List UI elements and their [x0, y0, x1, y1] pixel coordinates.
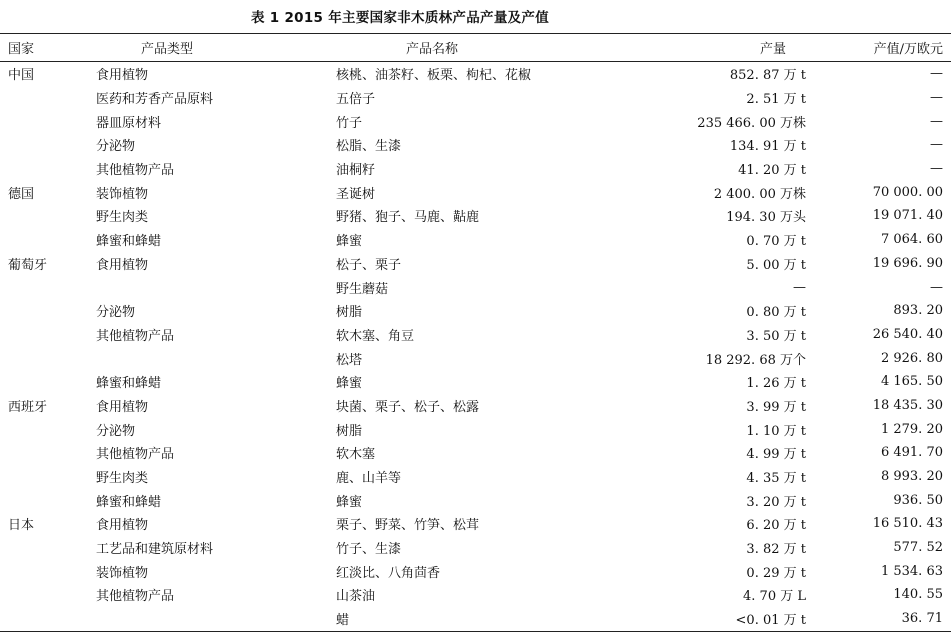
cell-value: —	[930, 161, 943, 177]
cell-product-name: 核桃、油茶籽、板栗、枸杞、花椒	[336, 68, 532, 84]
table-row	[0, 559, 951, 583]
cell-product-name: 松子、栗子	[336, 257, 402, 273]
table-row	[0, 607, 951, 631]
cell-product-type: 其他植物产品	[96, 328, 175, 344]
cell-country: 日本	[8, 518, 35, 534]
cell-value: 140. 55	[893, 587, 943, 603]
cell-value: —	[930, 137, 943, 153]
table-row	[0, 323, 951, 347]
table-row	[0, 536, 951, 560]
cell-product-name: 软木塞、角豆	[336, 328, 415, 344]
cell-country	[0, 86, 96, 110]
cell-product-type: 蜂蜜和蜂蜡	[96, 234, 162, 250]
table-row	[0, 346, 951, 370]
cell-value: 2 926. 80	[880, 350, 943, 366]
header-product-type: 产品类型	[96, 34, 336, 62]
cell-country	[0, 583, 96, 607]
table-row	[0, 465, 951, 489]
cell-product-type: 工艺品和建筑原材料	[96, 542, 214, 558]
cell-value: 26 540. 40	[872, 326, 943, 342]
table-row	[0, 583, 951, 607]
cell-product-name: 蜂蜜	[336, 494, 363, 510]
table-row	[0, 441, 951, 465]
cell-country	[0, 275, 96, 299]
cell-output: 4. 99 万 t	[746, 447, 806, 463]
cell-product-type: 其他植物产品	[96, 447, 175, 463]
cell-country	[0, 607, 96, 631]
cell-product-type: 装饰植物	[96, 186, 149, 202]
cell-product-type: 食用植物	[96, 68, 149, 84]
cell-value: —	[930, 113, 943, 129]
production-table	[0, 33, 951, 632]
cell-country: 葡萄牙	[8, 257, 48, 273]
table-caption: 表 1 2015 年主要国家非木质林产品产量及产值	[250, 10, 550, 26]
table-row	[0, 228, 951, 252]
cell-value: 18 435. 30	[872, 397, 943, 413]
table-row	[0, 204, 951, 228]
cell-product-type: 蜂蜜和蜂蜡	[96, 494, 162, 510]
cell-product-name: 树脂	[336, 305, 363, 321]
cell-product-name: 松脂、生漆	[336, 139, 402, 155]
cell-product-name: 竹子	[336, 115, 363, 131]
cell-country	[0, 323, 96, 347]
cell-country: 西班牙	[8, 399, 48, 415]
cell-product-type: 装饰植物	[96, 565, 149, 581]
cell-value: 19 071. 40	[872, 208, 943, 224]
table-row	[0, 488, 951, 512]
cell-product-type: 食用植物	[96, 518, 149, 534]
cell-country	[0, 417, 96, 441]
table-header-row	[0, 34, 951, 62]
cell-product-name: 栗子、野菜、竹笋、松茸	[336, 518, 480, 534]
cell-output: 2. 51 万 t	[746, 92, 806, 108]
cell-output: 3. 99 万 t	[746, 399, 806, 415]
cell-value: 70 000. 00	[872, 184, 943, 200]
cell-product-type: 食用植物	[96, 399, 149, 415]
cell-output: 0. 80 万 t	[746, 305, 806, 321]
cell-value: 6 491. 70	[880, 445, 943, 461]
cell-country	[0, 465, 96, 489]
header-value: 产值/万欧元	[806, 34, 951, 62]
cell-product-name: 山茶油	[336, 589, 376, 605]
cell-output: 1. 10 万 t	[746, 423, 806, 439]
cell-output: <0. 01 万 t	[658, 607, 806, 631]
cell-output: 0. 29 万 t	[746, 565, 806, 581]
cell-country	[0, 370, 96, 394]
cell-output: 2 400. 00 万株	[713, 186, 806, 202]
cell-product-type: 其他植物产品	[96, 589, 175, 605]
table-row	[0, 275, 951, 299]
cell-product-name: 蜂蜜	[336, 376, 363, 392]
cell-product-name: 油桐籽	[336, 163, 376, 179]
cell-product-name: 红淡比、八角茴香	[336, 565, 441, 581]
cell-output: 41. 20 万 t	[738, 163, 806, 179]
cell-output: 5. 00 万 t	[746, 257, 806, 273]
table-row	[0, 180, 951, 204]
cell-country	[0, 441, 96, 465]
cell-output: 3. 50 万 t	[746, 328, 806, 344]
header-product-name: 产品名称	[336, 34, 658, 62]
cell-output: 0. 70 万 t	[746, 234, 806, 250]
cell-value: 7 064. 60	[880, 232, 943, 248]
cell-country	[0, 488, 96, 512]
table-row	[0, 299, 951, 323]
cell-product-name: 蜂蜜	[336, 234, 363, 250]
cell-value: 8 993. 20	[880, 469, 943, 485]
cell-product-name: 松塔	[336, 352, 363, 368]
cell-country	[0, 109, 96, 133]
cell-country	[0, 133, 96, 157]
cell-output: —	[793, 279, 806, 295]
cell-output: 3. 20 万 t	[746, 494, 806, 510]
table-row	[0, 109, 951, 133]
cell-output: 134. 91 万 t	[729, 139, 806, 155]
cell-country	[0, 559, 96, 583]
cell-product-type: 器皿原材料	[96, 115, 162, 131]
cell-country	[0, 204, 96, 228]
cell-product-type: 食用植物	[96, 257, 149, 273]
cell-output: 4. 70 万 L	[743, 589, 806, 605]
cell-value: 36. 71	[806, 607, 951, 631]
cell-product-type: 医药和芳香产品原料	[96, 92, 214, 108]
cell-product-type: 野生肉类	[96, 471, 149, 487]
table-row	[0, 417, 951, 441]
cell-product-type	[96, 275, 336, 299]
header-country: 国家	[0, 34, 96, 62]
table-row	[0, 370, 951, 394]
cell-product-name: 树脂	[336, 423, 363, 439]
cell-product-name: 蜡	[336, 607, 658, 631]
cell-value: 4 165. 50	[880, 374, 943, 390]
cell-product-type: 其他植物产品	[96, 163, 175, 179]
cell-country	[0, 346, 96, 370]
cell-product-name: 软木塞	[336, 447, 376, 463]
table-row	[0, 86, 951, 110]
cell-value: 16 510. 43	[872, 516, 943, 532]
cell-product-name: 竹子、生漆	[336, 542, 402, 558]
cell-value: —	[930, 90, 943, 106]
cell-product-name: 野生蘑菇	[336, 281, 389, 297]
cell-product-type: 分泌物	[96, 305, 136, 321]
cell-output: 235 466. 00 万株	[697, 115, 806, 131]
table-row	[0, 157, 951, 181]
cell-product-name: 块菌、栗子、松子、松露	[336, 399, 480, 415]
cell-value: —	[930, 66, 943, 82]
cell-product-name: 五倍子	[336, 92, 376, 108]
table-row	[0, 512, 951, 536]
cell-product-type: 蜂蜜和蜂蜡	[96, 376, 162, 392]
cell-country	[0, 536, 96, 560]
cell-product-type: 野生肉类	[96, 210, 149, 226]
cell-country	[0, 299, 96, 323]
table-row	[0, 252, 951, 276]
cell-value: 1 534. 63	[880, 563, 943, 579]
cell-output: 194. 30 万头	[726, 210, 806, 226]
header-output: 产量	[658, 34, 806, 62]
cell-product-name: 圣诞树	[336, 186, 376, 202]
cell-product-name: 鹿、山羊等	[336, 471, 402, 487]
cell-value: 936. 50	[893, 492, 943, 508]
cell-country	[0, 157, 96, 181]
table-row	[0, 133, 951, 157]
table-row	[0, 62, 951, 86]
cell-output: 6. 20 万 t	[746, 518, 806, 534]
cell-value: 893. 20	[893, 303, 943, 319]
cell-product-type	[96, 346, 336, 370]
cell-output: 4. 35 万 t	[746, 471, 806, 487]
cell-value: 1 279. 20	[880, 421, 943, 437]
cell-product-type: 分泌物	[96, 423, 136, 439]
cell-product-name: 野猪、狍子、马鹿、黇鹿	[336, 210, 480, 226]
cell-country	[0, 228, 96, 252]
cell-country: 德国	[8, 186, 35, 202]
cell-output: 852. 87 万 t	[729, 68, 806, 84]
cell-country: 中国	[8, 68, 35, 84]
cell-product-type	[96, 607, 336, 631]
cell-value: 19 696. 90	[872, 255, 943, 271]
cell-value: 577. 52	[893, 540, 943, 556]
cell-output: 18 292. 68 万个	[705, 352, 806, 368]
cell-output: 3. 82 万 t	[746, 542, 806, 558]
cell-output: 1. 26 万 t	[746, 376, 806, 392]
cell-value: —	[930, 279, 943, 295]
cell-product-type: 分泌物	[96, 139, 136, 155]
table-row	[0, 394, 951, 418]
